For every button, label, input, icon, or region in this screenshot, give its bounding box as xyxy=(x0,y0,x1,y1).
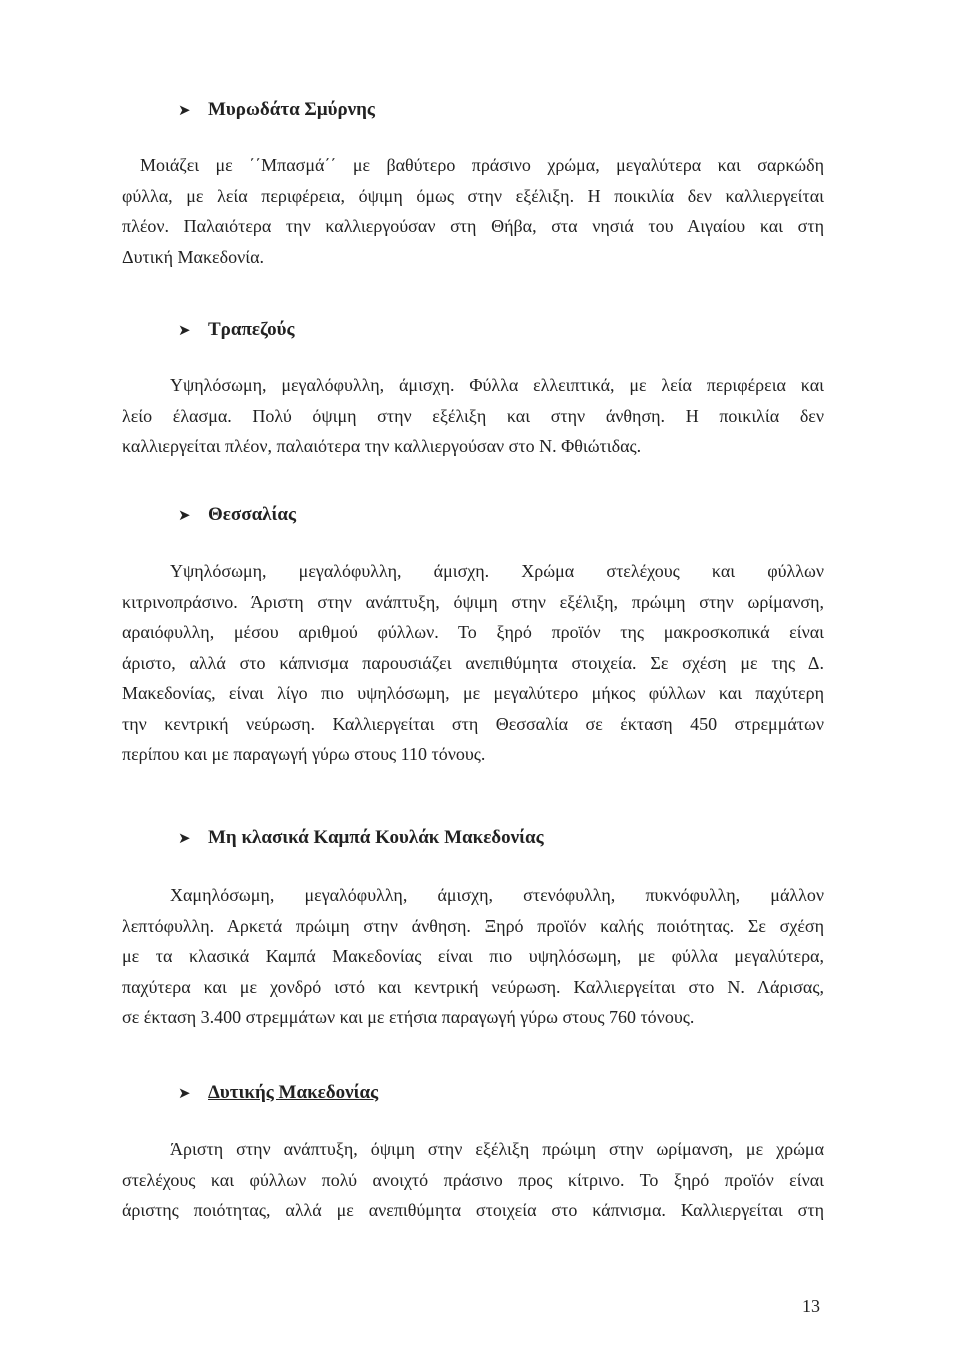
body-line: αραιόφυλλη, μέσου αριθμού φύλλων. Το ξηρό προϊόν της μακροσκοπικά είναι xyxy=(122,622,824,642)
body-line: με τα κλασικά Καμπά Μακεδονίας είναι πιο υψηλόσωμη, με φύλλα μεγαλύτερα, xyxy=(122,946,824,966)
body-line: Υψηλόσωμη, μεγαλόφυλλη, άμισχη. Χρώμα στελέχους και φύλλων xyxy=(170,561,824,581)
section-body-thessalias xyxy=(122,556,824,770)
body-line: στελέχους και φύλλων πολύ ανοιχτό πράσινο προς κίτρινο. Το ξηρό προϊόν είναι xyxy=(122,1169,824,1190)
arrowhead-bullet-icon: ➤ xyxy=(178,103,191,119)
body-line: περίπου και με παραγωγή γύρω στους 110 τόνους. xyxy=(122,744,486,764)
section-body-kampa-koulak xyxy=(122,880,824,1033)
body-line: Δυτική Μακεδονία. xyxy=(122,246,265,267)
section-body-smyrni xyxy=(122,150,824,272)
section-body-trapezous xyxy=(122,370,824,462)
body-line: άριστο, αλλά στο κάπνισμα παρουσιάζει ανεπιθύμητα στοιχεία. Σε σχέση με της Δ. xyxy=(122,652,824,673)
arrowhead-bullet-icon: ➤ xyxy=(178,831,191,847)
section-heading-kampa-koulak: ➤ Μη κλασικά Καμπά Κουλάκ Μακεδονίας xyxy=(178,826,544,851)
section-heading-trapezous: ➤ Τραπεζούς xyxy=(178,318,295,343)
body-line: άριστης ποιότητας, αλλά με ανεπιθύμητα στοιχεία στο κάπνισμα. Καλλιεργείται στη xyxy=(122,1200,824,1220)
body-line: λείο έλασμα. Πολύ όψιμη στην εξέλιξη και στην άνθηση. Η ποικιλία δεν xyxy=(122,405,824,426)
body-line: λεπτόφυλλη. Αρκετά πρώιμη στην άνθηση. Ξηρό προϊόν καλής ποιότητας. Σε σχέση xyxy=(122,915,824,936)
body-line: Άριστη στην ανάπτυξη, όψιμη στην εξέλιξη πρώιμη στην ωρίμανση, με χρώμα xyxy=(170,1139,824,1159)
body-line: Χαμηλόσωμη, μεγαλόφυλλη, άμισχη, στενόφυλλη, πυκνόφυλλη, μάλλον xyxy=(170,885,824,905)
body-line: Μακεδονίας, είναι λίγο πιο υψηλόσωμη, με μεγαλύτερο μήκος φύλλων και παχύτερη xyxy=(122,683,824,703)
body-line: Υψηλόσωμη, μεγαλόφυλλη, άμισχη. Φύλλα ελλειπτικά, με λεία περιφέρεια και xyxy=(170,375,824,395)
body-line: την κεντρική νεύρωση. Καλλιεργείται στη Θεσσαλία σε έκταση 450 στρεμμάτων xyxy=(122,713,824,734)
arrowhead-bullet-icon: ➤ xyxy=(178,1086,191,1102)
section-body-dytikis-makedonias xyxy=(122,1134,824,1226)
body-line: καλλιεργείται πλέον, παλαιότερα την καλλιεργούσαν στο Ν. Φθιώτιδας. xyxy=(122,436,642,456)
arrowhead-bullet-icon: ➤ xyxy=(178,508,191,524)
body-line: πλέον. Παλαιότερα την καλλιεργούσαν στη Θήβα, στα νησιά του Αιγαίου και στη xyxy=(122,216,824,236)
body-line: Μοιάζει με ΄΄Μπασμά΄΄ με βαθύτερο πράσινο χρώμα, μεγαλύτερα και σαρκώδη xyxy=(140,155,824,175)
section-heading-dytikis-makedonias: ➤ Δυτικής Μακεδονίας xyxy=(178,1081,378,1106)
body-line: παχύτερα και με χονδρό ιστό και κεντρική νεύρωση. Καλλιεργείται στο Ν. Λάρισας, xyxy=(122,976,824,997)
body-line: κιτρινοπράσινο. Άριστη στην ανάπτυξη, όψιμη στην εξέλιξη, πρώιμη στην ωρίμανση, xyxy=(122,591,824,612)
section-heading-thessalias: ➤ Θεσσαλίας xyxy=(178,503,296,528)
page-number: 13 xyxy=(802,1296,820,1316)
body-line: φύλλα, με λεία περιφέρεια, όψιμη όμως στην εξέλιξη. Η ποικιλία δεν καλλιεργείται xyxy=(122,185,824,206)
section-heading-smyrni: ➤ Μυρωδάτα Σμύρνης xyxy=(178,98,375,123)
body-line: σε έκταση 3.400 στρεμμάτων και με ετήσια παραγωγή γύρω στους 760 τόνους. xyxy=(122,1007,695,1027)
arrowhead-bullet-icon: ➤ xyxy=(178,323,191,339)
